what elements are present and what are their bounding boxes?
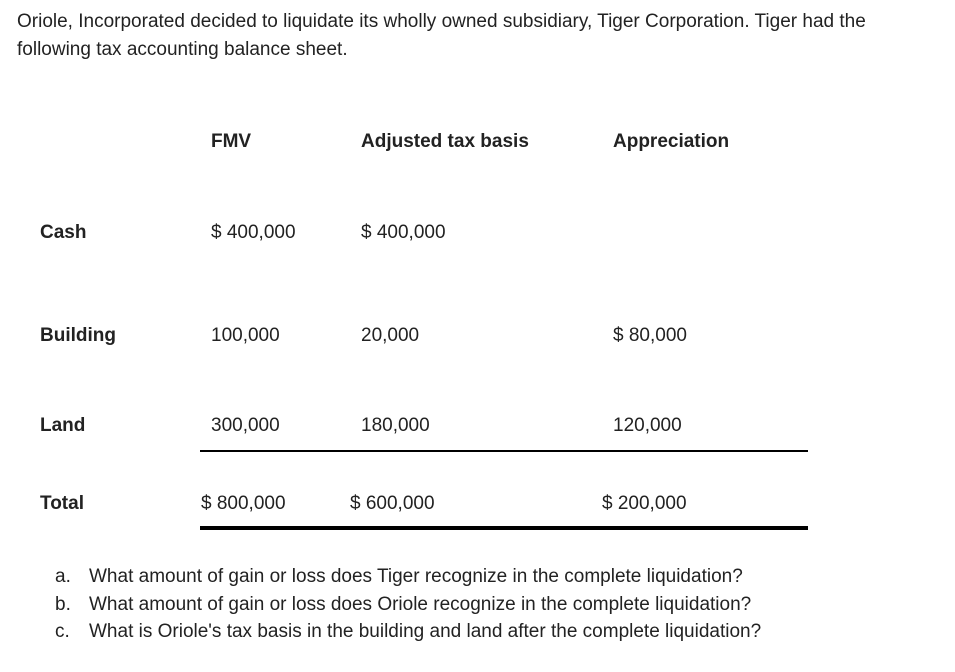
building-appreciation: $ 80,000 <box>613 325 687 346</box>
question-text: What amount of gain or loss does Tiger recognize in the complete liquidation? <box>89 566 743 587</box>
question-letter: a. <box>55 566 71 587</box>
row-label-total: Total <box>40 493 84 514</box>
question-text: What amount of gain or loss does Oriole recognize in the complete liquidation? <box>89 593 752 615</box>
question-item-c <box>55 618 761 646</box>
building-fmv: 100,000 <box>211 325 280 346</box>
header-appreciation: Appreciation <box>613 131 730 152</box>
question-list <box>55 563 761 646</box>
intro-paragraph: Oriole, Incorporated decided to liquidate its wholly owned subsidiary, Tiger Corporation. Tiger had the following tax accounting balance sheet. <box>17 11 866 60</box>
total-double-rule <box>200 526 808 530</box>
question-item-a <box>55 563 761 591</box>
total-fmv: $ 800,000 <box>201 493 286 514</box>
total-appreciation: $ 200,000 <box>602 493 687 514</box>
total-basis: $ 600,000 <box>350 493 435 514</box>
row-label-building: Building <box>40 325 116 346</box>
header-fmv: FMV <box>211 131 252 152</box>
cash-fmv: $ 400,000 <box>211 222 296 243</box>
question-text: What is Oriole's tax basis in the building and land after the complete liquidation? <box>89 621 762 642</box>
question-item-b <box>55 591 761 619</box>
question-letter: b. <box>55 593 71 615</box>
building-basis: 20,000 <box>361 325 420 346</box>
land-fmv: 300,000 <box>211 415 280 436</box>
header-adjusted-tax-basis: Adjusted tax basis <box>361 131 529 152</box>
cash-basis: $ 400,000 <box>361 222 446 243</box>
land-basis: 180,000 <box>361 415 430 436</box>
question-letter: c. <box>55 621 70 642</box>
row-label-cash: Cash <box>40 222 87 243</box>
land-appreciation: 120,000 <box>613 415 682 436</box>
subtotal-rule <box>200 450 808 452</box>
row-label-land: Land <box>40 415 86 436</box>
